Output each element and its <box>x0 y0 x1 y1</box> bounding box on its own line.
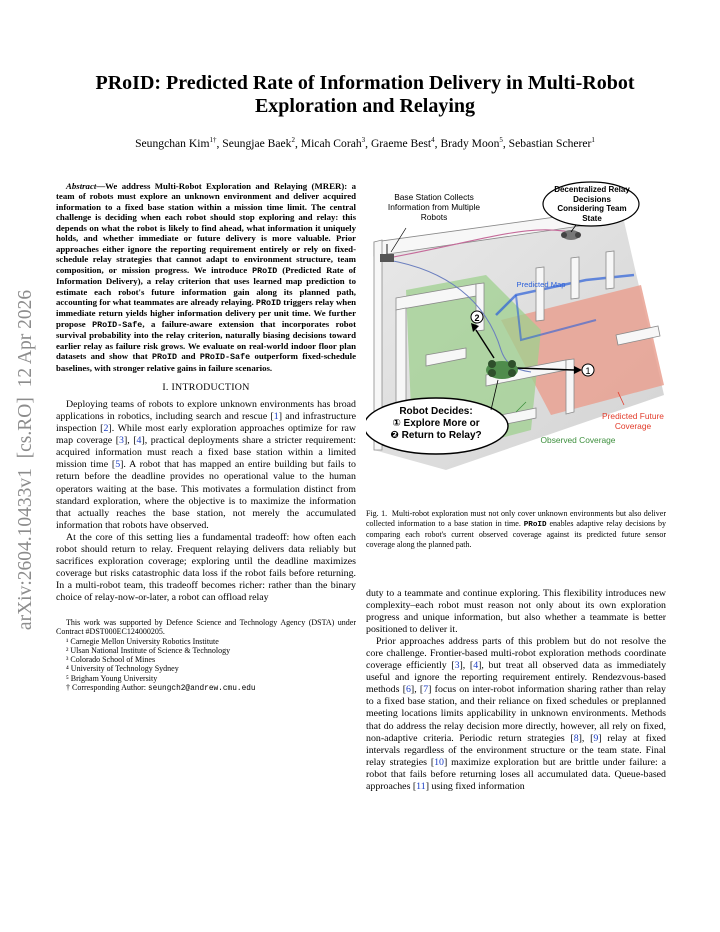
footnote-affiliation-5: ⁵ Brigham Young University <box>66 673 158 683</box>
corresponding-label: † Corresponding Author: <box>66 683 148 693</box>
figure-caption: Fig. 1. Multi-robot exploration must not only cover unknown environments but also deliver collected information to a base station in time. PRoID enables adaptive relay decisions by comparing each robot's current observed coverage against its predicted future sensor coverage along the planned path. <box>366 509 666 549</box>
footnote-support: This work was supported by Defence Science and Technology Agency (DSTA) under Contract #DST000EC124000205. <box>56 618 356 637</box>
right-column <box>366 588 666 793</box>
right-paragraph-2: Prior approaches address parts of this problem but do not resolve the core challenge. Frontier-based multi-robot exploration methods coordinate coverage efficiently [3], [4], but treat all observed data as immediately useful and ignore the reporting requirement entirely. Rendezvous-based methods [6], [7] focus on inter-robot information sharing rather than relay to a fixed base station, and their reliance on fixed schedules or preplanned meeting locations limits applicability in unknown environments. Methods that do address the relay decision more directly, however, all rely on fixed, non-adaptive criteria. Periodic return strategies [8], [9] relay at fixed intervals regardless of the environment structure or the team state. Final relay strategies [10] maximize exploration but are brittle under failure: a robot that fails before returning loses all accumulated data. Queue-based approaches [11] using fixed information <box>366 636 667 792</box>
footnote-affiliation-3: ³ Colorado School of Mines <box>66 655 156 665</box>
intro-paragraph-1: Deploying teams of robots to explore unknown environments has broad applications in robotics, including search and rescue [1] and infrastructure inspection [2]. While most early exploration approaches optimize for raw map coverage [3], [4], practical deployments share a stricter requirement: acquired information must reach a fixed base station within a limited mission time [5]. A robot that has mapped an entire building but fails to return before the deadline provides no operational value to the human operators waiting at the base. This motivates a formulation distinct from standard exploration, where the objective is to maximize the information that actually reaches the base station, not merely the accumulated information that robots have observed. <box>56 399 356 531</box>
paper-title: PRoID: Predicted Rate of Information Delivery in Multi-Robot Exploration and Relaying <box>95 72 635 117</box>
intro-paragraph-2: At the core of this setting lies a fundamental tradeoff: how often each robot should return to relay. Frequent relaying delivers data reliably but sacrifices exploration coverage; exploring until the deadline maximizes coverage but risks catastrophic data loss if the robot fails before returning. In a multi-robot team, this tradeoff becomes richer: rather than the binary choice of relay-now-or-later, a robot can offload relay <box>56 531 356 603</box>
right-paragraph-1: duty to a teammate and continue exploring. This flexibility introduces new complexity–each robot must reason not only about its own exploration progress and unique information, but also whether a teammate is better positioned to deliver it. <box>366 588 666 636</box>
svg-text:2: 2 <box>474 313 480 323</box>
label-decentralized: Decentralized Relay Decisions Considering Team State <box>554 185 630 223</box>
footnote-affiliation-2: ² Ulsan National Institute of Science & Technology <box>66 645 231 655</box>
label-return-relay: ❷ Return to Relay? <box>390 430 482 441</box>
robot-icon <box>486 360 518 379</box>
label-robot-decides: Robot Decides: <box>399 406 473 417</box>
left-column <box>56 181 356 694</box>
label-predicted-map: Predicted Map <box>516 280 566 289</box>
arxiv-side-stamp <box>4 250 44 670</box>
corresponding-email[interactable]: seungch2@andrew.cmu.edu <box>148 685 256 694</box>
label-observed-coverage: Observed Coverage <box>540 435 616 445</box>
footnote-affiliation-1: ¹ Carnegie Mellon University Robotics Institute <box>66 636 219 646</box>
footnote-corresponding <box>56 683 356 694</box>
label-predicted-future: Predicted Future Coverage <box>602 411 664 431</box>
section-heading: I. INTRODUCTION <box>162 382 250 394</box>
label-explore-more: ① Explore More or <box>392 418 480 429</box>
author-list: Seungchan Kim$^{1\dagger}$, Seungjae Baek$^2$, Micah Corah$^3$, Graeme Best$^4$, Brady Moon$^5$, Sebastian Scherer$^1$ <box>135 136 595 150</box>
figure-1 <box>366 180 666 470</box>
footnote-affiliation-4: ⁴ University of Technology Sydney <box>66 664 179 674</box>
arxiv-identifier: arXiv:2604.10433v1 [cs.RO] 12 Apr 2026 <box>15 289 36 631</box>
footnotes <box>56 618 356 694</box>
abstract: Abstract—We address Multi-Robot Exploration and Relaying (MRER): a team of robots must explore an unknown environment and deliver acquired information to a fixed base station within a mission time limit. The central challenge is deciding when each robot should stop exploring and relay: this depends on what the robot is likely to find ahead, what information it uniquely holds, and whether immediate or future delivery is more valuable. Prior approaches either ignore the reporting requirement entirely or rely on fixed-schedule relay strategies that cannot adapt to environment structure, team composition, or mission progress. We introduce PRoID (Predicted Rate of Information Delivery), a relay criterion that uses learned map prediction to estimate each robot's future information gain along its planned path, accounting for what teammates are already relaying. PRoID triggers relay when immediate return yields higher information delivery per unit time. We further propose PRoID-Safe, a failure-aware extension that incorporates robot survival probability into the relay criterion, naturally biasing decisions toward earlier relay as failure risk grows. We evaluate on real-world indoor floor plan datasets and show that PRoID and PRoID-Safe outperform fixed-schedule baselines, with stronger relative gains in failure scenarios. <box>56 181 356 373</box>
svg-text:1: 1 <box>585 366 591 376</box>
label-base-station: Base Station Collects Information from Multiple Robots <box>387 192 481 222</box>
